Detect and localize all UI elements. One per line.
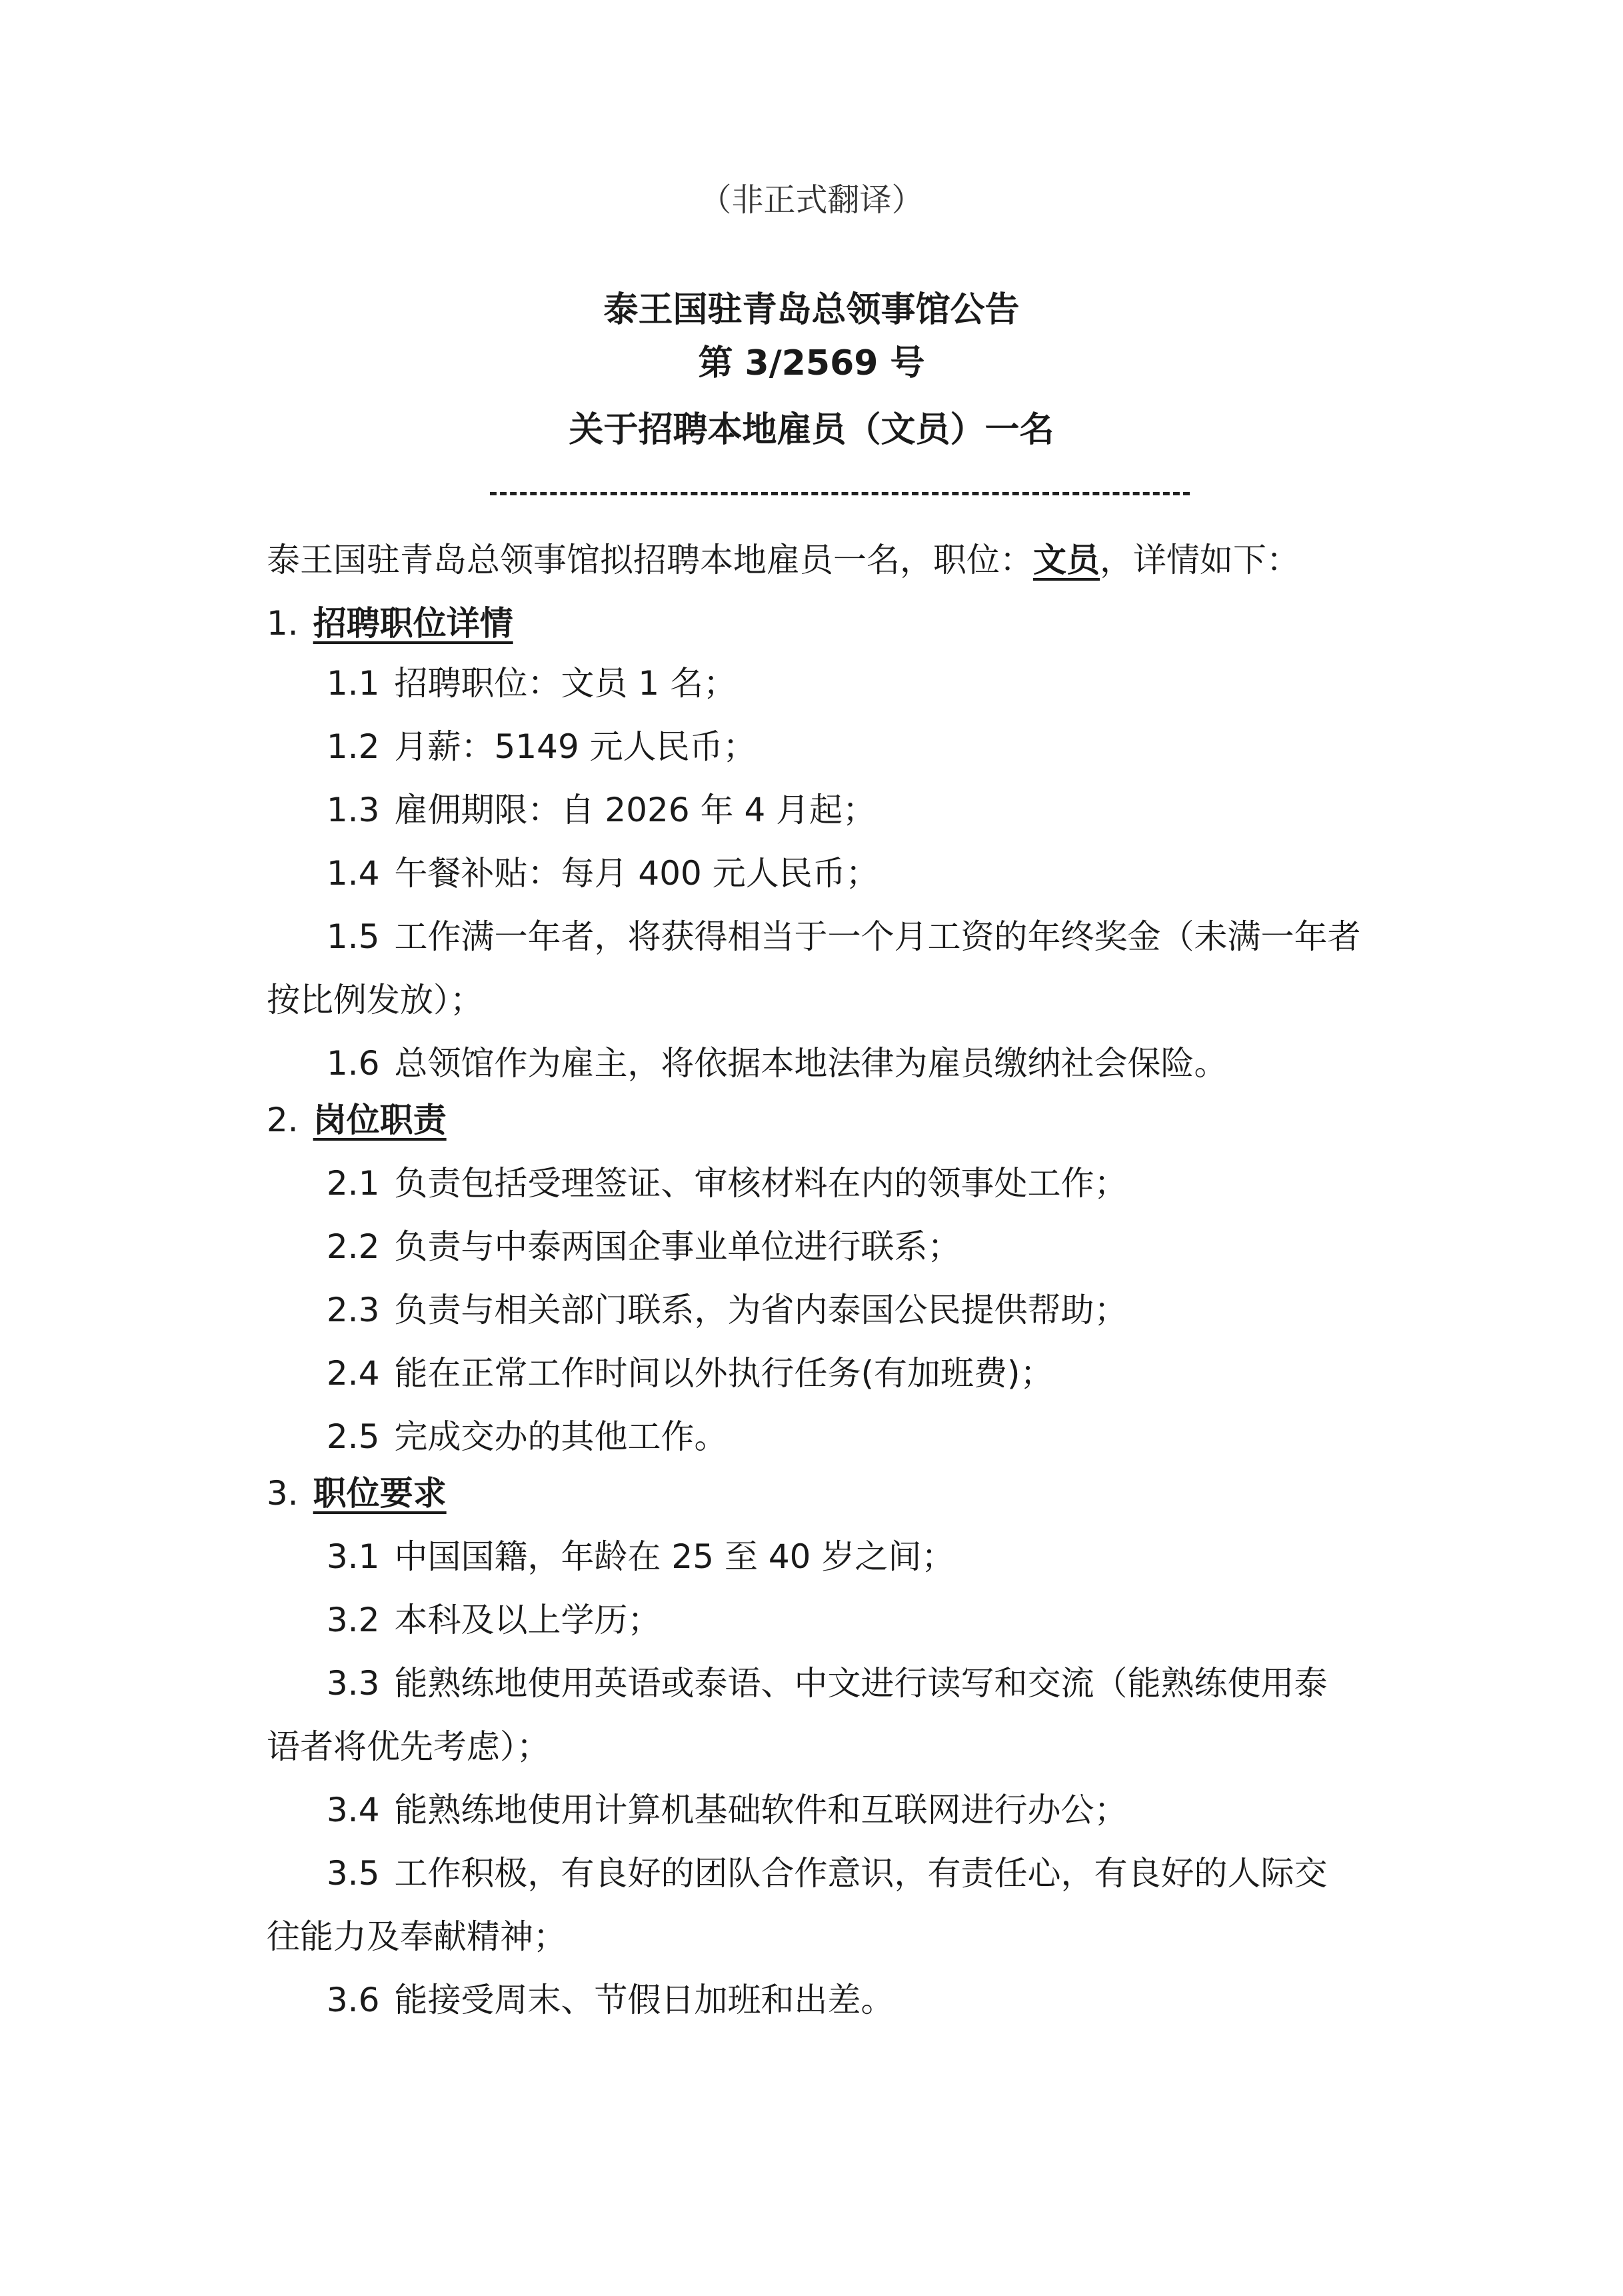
item-number: 3.2: [327, 1601, 380, 1639]
item-text: 负责包括受理签证、审核材料在内的领事处工作；: [394, 1164, 1128, 1203]
separator-dashed-line: [490, 492, 1190, 495]
item-text: 午餐补贴：每月 400 元人民币；: [394, 854, 879, 893]
item-text: 月薪：5149 元人民币；: [394, 727, 757, 766]
list-item: [327, 1853, 1328, 1893]
item-number: 3.3: [327, 1664, 380, 1703]
section-number: 3.: [267, 1474, 299, 1513]
item-number: 1.2: [327, 727, 380, 766]
item-text: 雇佣期限：自 2026 年 4 月起；: [394, 791, 876, 829]
list-item: [327, 1980, 894, 2020]
list-item: [327, 1600, 661, 1640]
list-item: [327, 853, 879, 893]
section-number: 2.: [267, 1101, 299, 1139]
item-text: 能熟练地使用计算机基础软件和互联网进行办公；: [394, 1791, 1128, 1829]
announcement-number: 第 3/2569 号: [698, 343, 925, 383]
list-item: [327, 663, 737, 703]
list-item: [327, 1663, 1328, 1703]
list-item-continuation: 语者将优先考虑）；: [267, 1727, 550, 1766]
list-item: [327, 1537, 954, 1577]
item-number: 3.4: [327, 1791, 380, 1829]
list-item: [327, 1163, 1128, 1203]
item-number: 1.5: [327, 917, 380, 956]
intro-paragraph: [267, 540, 1300, 580]
item-text: 中国国籍，年龄在 25 至 40 岁之间；: [394, 1537, 955, 1576]
item-text: 工作满一年者，将获得相当于一个月工资的年终奖金（未满一年者: [394, 917, 1361, 956]
item-number: 1.1: [327, 664, 380, 703]
item-text: 能接受周末、节假日加班和出差。: [394, 1981, 894, 2019]
title-line-3: 关于招聘本地雇员（文员）一名: [569, 410, 1054, 450]
item-text: 完成交办的其他工作。: [394, 1417, 728, 1456]
list-item: [327, 917, 1361, 957]
item-number: 1.6: [327, 1044, 380, 1083]
section-title: 职位要求: [313, 1474, 447, 1513]
item-number: 1.4: [327, 854, 380, 893]
section-title: 招聘职位详情: [313, 604, 513, 643]
intro-text-end: ，详情如下：: [1100, 541, 1300, 579]
intro-text: 泰王国驻青岛总领事馆拟招聘本地雇员一名，职位：: [267, 541, 1033, 579]
item-text: 负责与中泰两国企事业单位进行联系；: [394, 1227, 961, 1266]
item-number: 3.6: [327, 1981, 380, 2019]
list-item: [327, 1417, 728, 1457]
section-number: 1.: [267, 604, 299, 643]
list-item: [327, 1353, 1054, 1393]
item-text: 负责与相关部门联系，为省内泰国公民提供帮助；: [394, 1291, 1128, 1329]
item-number: 2.1: [327, 1164, 380, 1203]
section-heading: [267, 1100, 447, 1140]
list-item: [327, 1227, 961, 1267]
item-text: 能在正常工作时间以外执行任务(有加班费)；: [394, 1354, 1054, 1393]
subtitle: （非正式翻译）: [699, 181, 924, 219]
list-item: [327, 790, 876, 830]
item-number: 3.1: [327, 1537, 380, 1576]
list-item: [327, 1790, 1128, 1830]
section-title: 岗位职责: [313, 1101, 447, 1139]
item-number: 1.3: [327, 791, 380, 829]
item-number: 2.4: [327, 1354, 380, 1393]
item-text: 能熟练地使用英语或泰语、中文进行读写和交流（能熟练使用泰: [394, 1664, 1328, 1703]
item-text: 本科及以上学历；: [394, 1601, 661, 1639]
section-heading: [267, 1473, 447, 1513]
list-item: [327, 1043, 1228, 1083]
section-heading: [267, 603, 513, 643]
list-item: [327, 1290, 1128, 1330]
item-text: 工作积极，有良好的团队合作意识，有责任心，有良好的人际交: [394, 1854, 1328, 1893]
list-item-continuation: 往能力及奉献精神；: [267, 1917, 567, 1956]
item-text: 招聘职位：文员 1 名；: [394, 664, 737, 703]
item-number: 2.3: [327, 1291, 380, 1329]
item-number: 2.5: [327, 1417, 380, 1456]
list-item: [327, 727, 757, 767]
item-number: 3.5: [327, 1854, 380, 1893]
item-number: 2.2: [327, 1227, 380, 1266]
intro-position-emphasis: 文员: [1033, 541, 1100, 579]
list-item-continuation: 按比例发放）；: [267, 981, 483, 1019]
item-text: 总领馆作为雇主，将依据本地法律为雇员缴纳社会保险。: [394, 1044, 1228, 1083]
title-line-1: 泰王国驻青岛总领事馆公告: [603, 290, 1020, 330]
